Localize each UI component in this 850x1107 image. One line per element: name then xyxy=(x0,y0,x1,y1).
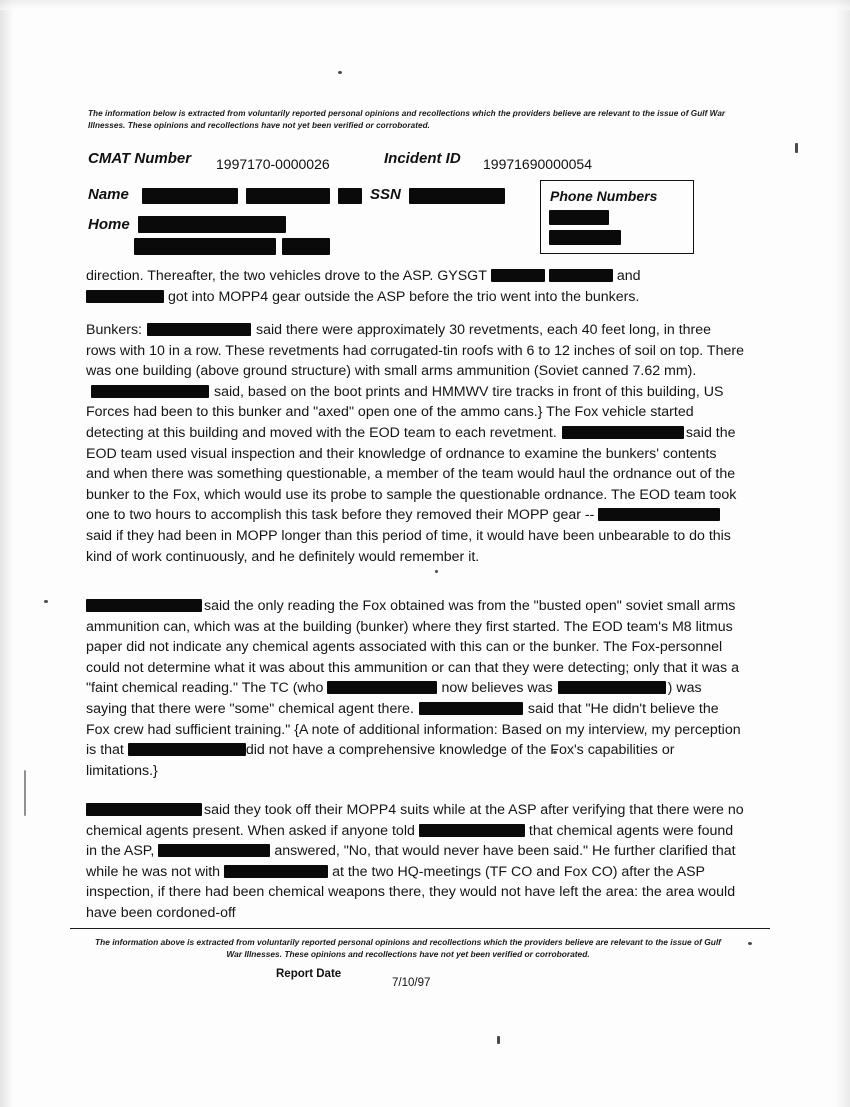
redaction-inline xyxy=(549,269,613,282)
scan-speck xyxy=(24,770,26,816)
paragraph-3-text-d: said that "He didn't believe the Fox crew had sufficient training." {A note of additional information: Based on my interview, my perception is that xyxy=(86,700,741,759)
footer-disclaimer: The information above is extracted from voluntarily reported personal opinions and recollections which the providers believe are relevant to the issue of Gulf War Illnesses. These opinions and recollections have not yet been verified or corroborated. xyxy=(95,937,721,959)
paragraph-4 xyxy=(86,800,744,941)
redaction-phone-2 xyxy=(549,230,621,245)
paragraph-3-text-e: did not have a comprehensive knowledge of the Fox's capabilities or limitations.} xyxy=(86,742,675,779)
paragraph-2-text-c: said, based on the boot prints and HMMWV tire tracks in front of this building, US Forces had been to this bunker and "axed" open one of the ammo cans.} The Fox vehicle started detecting at this building and moved with the EOD team to each revetment. xyxy=(86,383,724,441)
redaction-inline xyxy=(128,743,246,756)
paragraph-3-text-b: now believes was xyxy=(441,680,553,697)
form-header-area xyxy=(88,148,748,260)
report-date-label: Report Date xyxy=(276,968,342,980)
paragraph-3-text-c: ) was saying that there were "some" chemical agent there. xyxy=(86,680,702,717)
paragraph-2-label: Bunkers: xyxy=(86,322,142,338)
paragraph-4-text-b: that chemical agents were found in the ASP, xyxy=(86,822,734,860)
redaction-name-2 xyxy=(246,188,330,204)
paragraph-1-text-c: got into MOPP4 gear outside the ASP before the trio went into the bunkers. xyxy=(168,288,640,305)
scan-edge-right xyxy=(834,0,850,1107)
redaction-inline xyxy=(558,681,666,694)
redaction-ssn xyxy=(409,188,505,204)
scan-speck xyxy=(497,1036,500,1044)
paragraph-1-text-b: and xyxy=(616,268,641,284)
redaction-name-1 xyxy=(142,188,238,204)
redaction-home-3 xyxy=(282,238,330,255)
redaction-inline xyxy=(327,681,437,694)
redaction-inline xyxy=(598,508,720,521)
paragraph-3 xyxy=(86,596,744,798)
incident-id-value: 19971690000054 xyxy=(483,156,593,172)
scan-edge-top xyxy=(0,0,850,10)
ssn-label: SSN xyxy=(370,186,401,203)
paragraph-4-text-d: at the two HQ-meetings (TF CO and Fox CO) after the ASP inspection, if there had been chemical weapons there, they would not have left the area: the area would have been cordoned-off xyxy=(86,863,736,921)
incident-id-label: Incident ID xyxy=(384,150,461,167)
paragraph-1 xyxy=(86,266,744,324)
redaction-inline xyxy=(419,702,523,715)
paragraph-4-text-c: answered, "No, that would never have been said." He further clarified that while he was not with xyxy=(86,843,736,880)
paragraph-2-text-b: said there were approximately 30 revetments, each 40 feet long, in three rows with 10 in a row. These revetments had corrugated-tin roofs with 6 to 12 inches of soil on top. There was one building (above ground structure) with small arms ammunition (Soviet canned 7.62 mm). xyxy=(86,322,744,380)
home-label: Home xyxy=(88,216,130,233)
paragraph-3-text-a: said the only reading the Fox obtained was from the "busted open" soviet small arms ammunition can, which was at the building (bunker) where they first started. The EOD team's M8 litmus paper did not indicate any chemical agents associated with this can or the bunker. The Fox-personnel could not determine what it was about this ammunition or can that they were detecting; only that it was a "faint chemical reading." The TC (who xyxy=(86,598,739,697)
cmat-number-value: 1997170-0000026 xyxy=(216,156,330,172)
redaction-inline xyxy=(158,844,270,857)
paragraph-4-text-a: said they took off their MOPP4 suits while at the ASP after verifying that there were no chemical agents present. When asked if anyone told xyxy=(86,802,744,839)
redaction-inline xyxy=(419,824,525,837)
paragraph-1-text-a: direction. Thereafter, the two vehicles drove to the ASP. GYSGT xyxy=(86,268,487,284)
redaction-inline xyxy=(86,803,202,816)
phone-numbers-label: Phone Numbers xyxy=(550,188,658,204)
redaction-phone-1 xyxy=(549,210,609,225)
paragraph-2-text-e: said if they had been in MOPP longer than this period of time, it would have been unbearable to do this kind of work continuously, and he definitely would remember it. xyxy=(86,527,731,565)
scan-edge-left xyxy=(0,0,14,1107)
footer-divider xyxy=(70,928,770,929)
redaction-inline xyxy=(147,323,251,336)
report-date-value: 7/10/97 xyxy=(392,977,431,989)
redaction-inline xyxy=(86,599,202,612)
header-disclaimer: The information below is extracted from voluntarily reported personal opinions and recollections which the providers believe are relevant to the issue of Gulf War Illnesses. These opinions and recollections have not yet been verified or corroborated. xyxy=(88,109,726,130)
scan-speck xyxy=(795,143,798,153)
redaction-inline xyxy=(562,426,684,439)
paragraph-2 xyxy=(86,320,744,584)
scan-speck xyxy=(44,600,48,603)
scan-speck xyxy=(748,942,752,945)
name-label: Name xyxy=(88,186,129,203)
paragraph-2-text-d: said the EOD team used visual inspection and their knowledge of ordnance to examine the bunkers' contents and when there was something questionable, a member of the team would haul the ordnance out of the bunker to the Fox, which would use its probe to sample the questionable ordnance. The EOD team took one to two hours to accomplish this task before they removed their MOPP gear -- xyxy=(86,424,737,524)
cmat-number-label: CMAT Number xyxy=(88,150,192,167)
redaction-inline xyxy=(91,385,209,398)
redaction-home-1 xyxy=(138,216,286,233)
scan-speck xyxy=(338,71,342,74)
redaction-name-3 xyxy=(338,188,362,204)
redaction-home-2 xyxy=(134,238,276,255)
redaction-inline xyxy=(86,290,164,303)
redaction-inline xyxy=(491,269,545,282)
redaction-inline xyxy=(224,865,328,878)
